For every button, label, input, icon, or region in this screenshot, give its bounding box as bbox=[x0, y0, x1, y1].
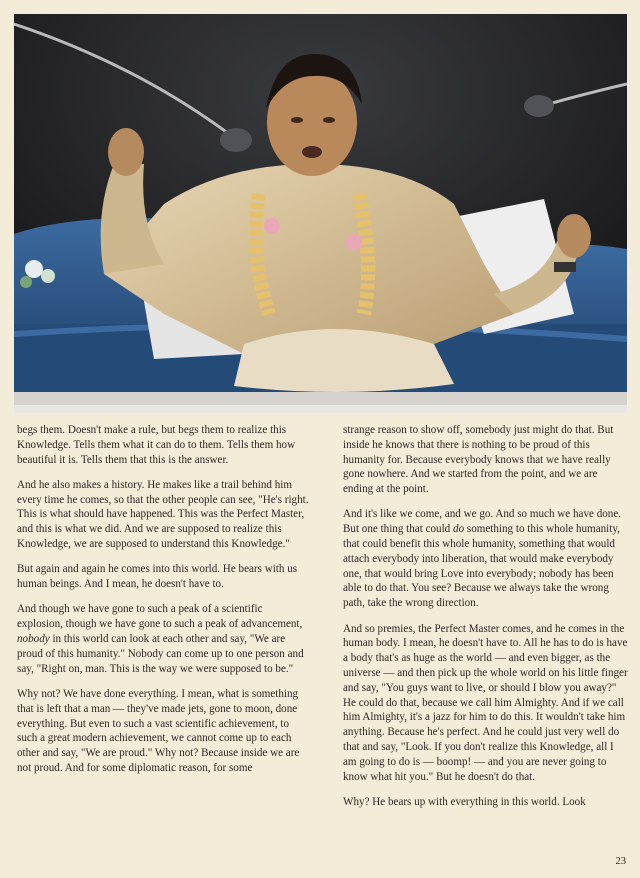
left-paragraph-3: But again and again he comes into this world. He bears with us human beings. And I mean, he doesn't have to. bbox=[17, 563, 298, 591]
left-paragraph-5: Why not? We have done everything. I mean, what is something that is left that a man — they've made jets, gone to moon, done everything. But even to such a vast scientific achievement, to such a great modern achievement, we cannot come up to each other and say, "We are proud." Why not? Because inside we are not proud. And for some diplomatic reason, for some bbox=[17, 687, 300, 774]
right-paragraph-3: And so premies, the Perfect Master comes, and he comes in the human body. I mean, he doesn't have to. All he has to do is have a body that's as huge as the world — and even bigger, as the universe — and then pick up the whole world on his little finger and say, "You guys want to live, or should I blow you away?" He could do that, because we call him Almighty. And if we call him Almighty, it's a jazz for him to do this. It wouldn't take him anything. Because he's perfect. And he could just very well do that and say, "Look. If you don't realize this Knowledge, all I am going to do is — boomp! — and you are never going to know what hit you." But he doesn't do that. bbox=[343, 622, 628, 783]
emphasis-nobody: nobody bbox=[17, 633, 50, 646]
left-column bbox=[17, 423, 310, 786]
speaker-photo-illustration bbox=[14, 14, 627, 405]
left-paragraph-2: And he also makes a history. He makes like a trail behind him every time he comes, so that the other people can see, "He's right. This is what should have happened. This was the Perfect Master, and this is what we did. And we are supposed to realize this Knowledge, we are supposed to understand this Knowledge." bbox=[17, 478, 309, 551]
right-paragraph-2: And it's like we come, and we go. And so much we have done. But one thing that could do something to this whole humanity, that could benefit this whole humanity, something that would attach everybody into liberation, that would make everybody one, that would bring Love into everybody; nobody has been able to do that. You see? Because we always take the wrong path, take the wrong direction. bbox=[343, 508, 622, 610]
page-number: 23 bbox=[615, 856, 626, 867]
right-paragraph-1: strange reason to show off, somebody just might do that. But inside he knows that there is nothing to be proud of this humanity for. Because everybody knows that we have really gone nowhere. And we started from the point, and we are ending at the point. bbox=[343, 424, 614, 496]
right-column bbox=[343, 423, 630, 820]
left-paragraph-4: And though we have gone to such a peak of a scientific explosion, though we have gone to such a peak of advancement, nobody in this world can look at each other and say, "We are proud of this humanity." Nobody can come up to one person and say, "Right on, man. This is the way we were supposed to be." bbox=[17, 603, 304, 675]
right-paragraph-4: Why? He bears up with everything in this world. Look bbox=[343, 795, 586, 808]
photo-speaker bbox=[14, 14, 627, 413]
left-paragraph-1: begs them. Doesn't make a rule, but begs them to realize this Knowledge. Tells them what it can do to them. Tells them how beautiful it is. Tells them that this is the answer. bbox=[17, 424, 296, 466]
emphasis-do: do bbox=[453, 523, 465, 536]
